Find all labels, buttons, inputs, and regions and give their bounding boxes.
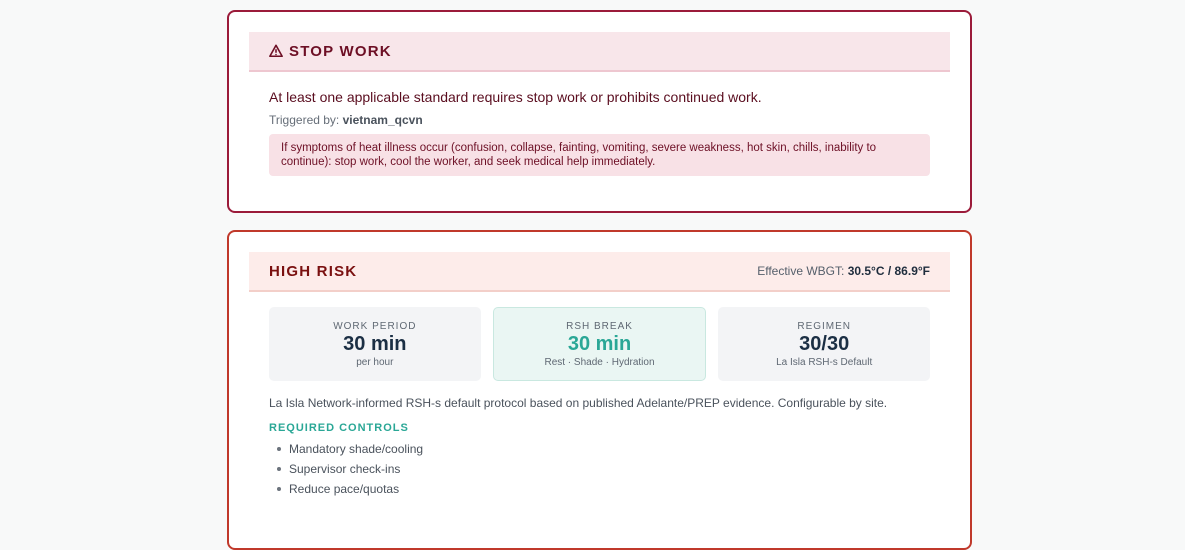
tile-sub: La Isla RSH-s Default [776, 356, 873, 368]
protocol-note: La Isla Network-informed RSH-s default protocol based on published Adelante/PREP evidence. Configurable by site. [269, 396, 888, 410]
list-item [277, 479, 423, 499]
tile-value: 30/30 [799, 332, 850, 355]
required-controls-list [277, 439, 423, 499]
tile-label: REGIMEN [797, 320, 852, 332]
high-risk-banner [249, 252, 950, 292]
high-risk-card [227, 230, 972, 550]
stop-work-message: At least one applicable standard requires stop work or prohibits continued work. [269, 89, 762, 105]
wbgt-label: Effective WBGT: [757, 264, 845, 278]
tile-value: 30 min [343, 332, 407, 355]
regimen-tile [718, 307, 930, 381]
rsh-break-tile [493, 307, 707, 381]
stop-work-title-text: STOP WORK [289, 42, 392, 60]
list-item [277, 439, 423, 459]
effective-wbgt [757, 264, 930, 278]
trigger-line [269, 113, 930, 127]
wbgt-value: 30.5°C / 86.9°F [847, 264, 930, 278]
list-item [277, 459, 423, 479]
warning-triangle-icon [269, 44, 283, 58]
trigger-label: Triggered by: [269, 113, 340, 127]
trigger-value: vietnam_qcvn [342, 113, 423, 127]
tile-sub: Rest · Shade · Hydration [544, 356, 655, 368]
tile-label: WORK PERIOD [333, 320, 417, 332]
stop-work-body [269, 89, 930, 176]
stop-work-card [227, 10, 972, 213]
tile-label: RSH BREAK [566, 320, 633, 332]
bullet-icon [277, 467, 281, 471]
bullet-icon [277, 447, 281, 451]
heat-illness-advice: If symptoms of heat illness occur (confusion, collapse, fainting, vomiting, severe weakness, hot skin, chills, inability to continue): stop work, cool the worker, and seek medical help immediately. [269, 134, 930, 176]
stop-work-title [269, 43, 392, 60]
control-label: Mandatory shade/cooling [289, 442, 424, 456]
tile-value: 30 min [567, 332, 632, 355]
required-controls-heading: REQUIRED CONTROLS [269, 422, 409, 434]
work-period-tile [269, 307, 481, 381]
regimen-tiles [269, 307, 930, 381]
tile-sub: per hour [356, 356, 394, 368]
high-risk-title: HIGH RISK [269, 262, 358, 280]
control-label: Supervisor check-ins [289, 462, 401, 476]
bullet-icon [277, 487, 281, 491]
stop-work-banner [249, 32, 950, 72]
control-label: Reduce pace/quotas [289, 482, 400, 496]
